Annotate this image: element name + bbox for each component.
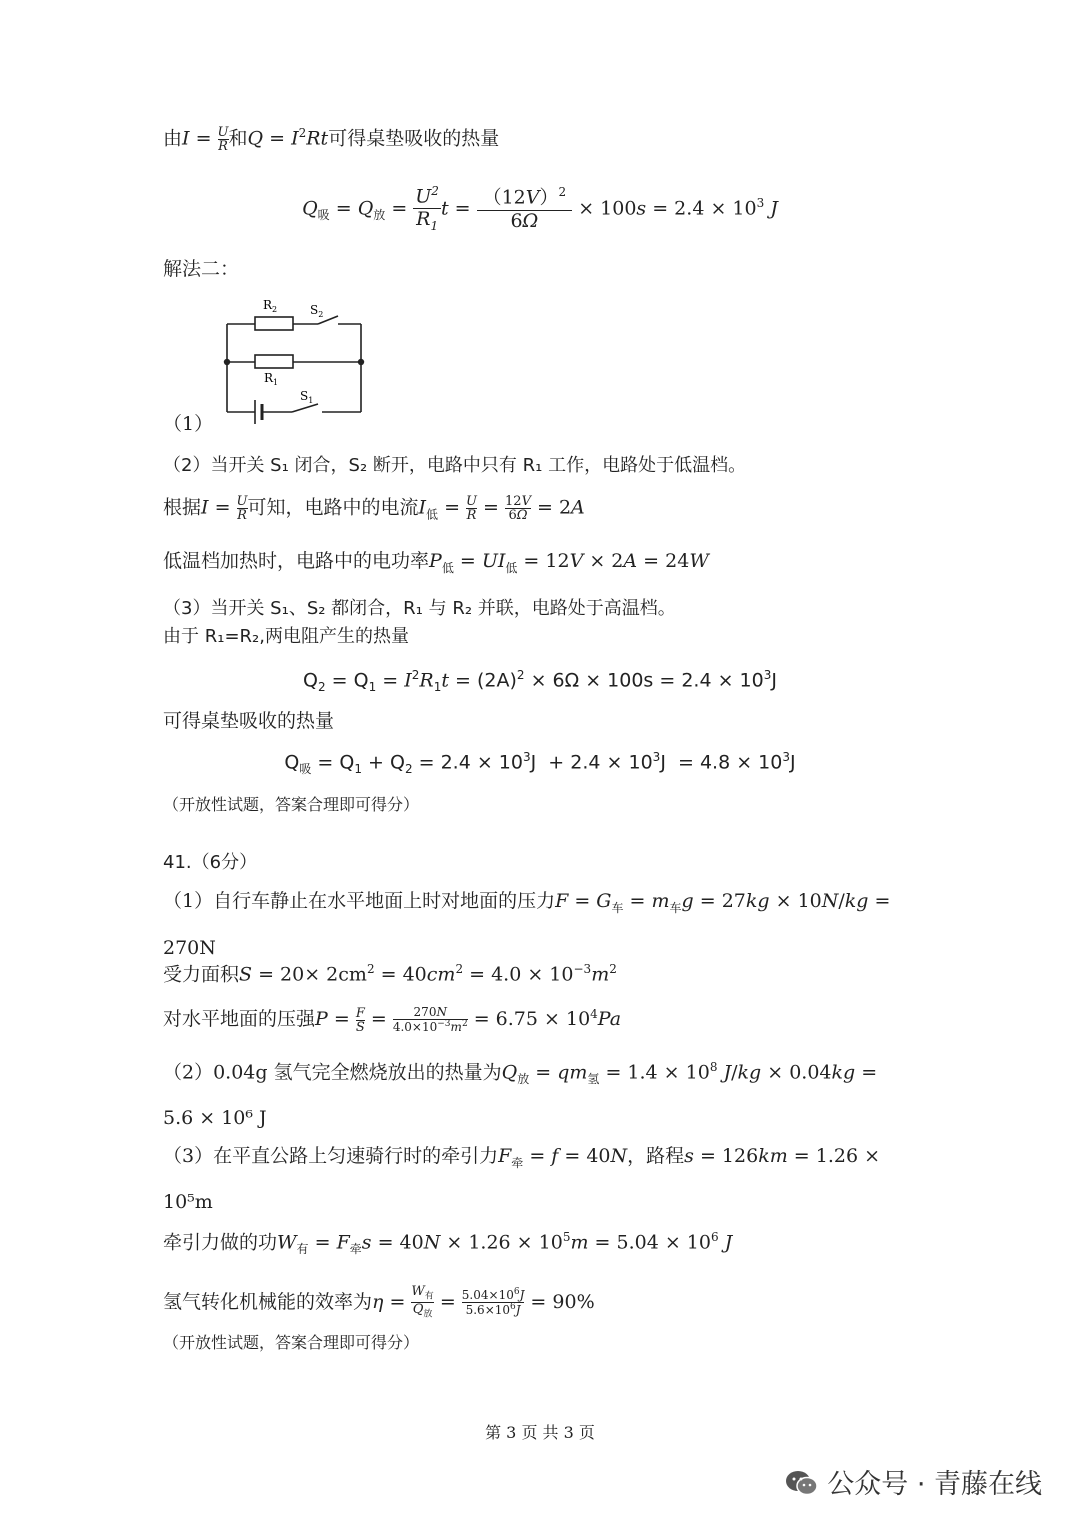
equation-q2: $Q_2 = Q_1 = I^2R_1t = (2A)^2 \times 6\Omega \times 100s = 2.4 \times 10^3J$ [303,668,777,695]
open-question-note-1: （开放性试题，答案合理即可得分） [163,795,420,814]
part-2-text: （2）当开关 S₁ 闭合，S₂ 断开，电路中只有 R₁ 工作，电路处于低温档。 [163,455,747,476]
equation-heat-absorbed-1: $Q_吸 = Q_放$ = $\frac{U^2}{R_1}$ t = $\frac{(12V)^2}{6\Omega}$ × $100s = 2.4 \times 10^3$ J [302,184,778,233]
resistor-r2 [255,317,293,330]
area-line: 受力面积$S = 20\times 2cm^2 = 40cm^2 = 4.0 \times 10^{-3}m^2$ [163,962,617,986]
junction-left [224,359,230,365]
junction-right [358,359,364,365]
label-r1: $R_1$ [264,371,279,387]
label-s2: $S_2$ [310,303,324,319]
method-two-heading: 解法二： [163,258,240,280]
q41-part1-force: （1）自行车静止在水平地面上时对地面的压力$F = G_车 = m_车g = 27kg \times 10N/kg$ = [163,890,891,915]
resistor-r1 [255,355,293,368]
efficiency-line: 氢气转化机械能的效率为η = $W_有$ $Q_放$ = $\frac{5.04\times 10^6J}{5.6\times 10^6J}$ = 90% [163,1284,595,1321]
label-s1: $S_1$ [300,389,314,405]
q41-part3-cont: 10⁵m [163,1191,213,1213]
q41-part2-heat-cont: 5.6 × 10⁶ J [163,1107,267,1129]
wechat-icon [785,1469,819,1497]
circuit-diagram [210,292,380,434]
question-41-heading: 41.（6分） [163,852,258,873]
q41-part2-heat: （2）0.04g 氢气完全燃烧放出的热量为$Q_放 = qm_氢 = 1.4 \times 10^8$ J/kg × 0.04kg = [163,1060,878,1087]
intro-formula-line: 由I = $\frac{U}{R}$ 和$Q = I^2Rt$可得桌垫吸收的热量 [163,125,500,154]
equation-q-absorbed: $Q_吸 = Q_1 + Q_2 = 2.4 \times 10^3J + 2.4 \times 10^3J = 4.8 \times 10^3J$ [284,750,796,777]
work-line: 牵引力做的功$W_有 = F_牵s = 40N \times 1.26 \times 10^5m = 5.04 \times 10^6$ J [163,1230,733,1257]
q41-part1-force-cont: 270N [163,937,216,959]
part-3-text: （3）当开关 S₁、S₂ 都闭合，R₁ 与 R₂ 并联，电路处于高温档。 [163,598,676,619]
part-1-label: （1） [163,413,214,435]
q41-part3-force: （3）在平直公路上匀速骑行时的牵引力$F_牵 = f = 40N$，路程s = 126km = 1.26 × [163,1145,880,1170]
since-line: 由于 R₁=R₂,两电阻产生的热量 [163,626,409,647]
pressure-line: 对水平地面的压强P = $\frac{F}{S}$ = $\frac{270N}{4.0\times 10^{-3}m^2}$ = $6.75 \times 10^4Pa$ [163,1005,622,1035]
open-question-note-2: （开放性试题，答案合理即可得分） [163,1333,420,1352]
label-r2: $R_2$ [263,298,278,314]
absorb-line: 可得桌垫吸收的热量 [163,710,335,732]
watermark: 公众号 · 青藤在线 [785,1462,1042,1501]
page-footer: 第 3 页 共 3 页 [485,1423,595,1442]
switch-s1 [292,404,318,412]
power-line: 低温档加热时，电路中的电功率$P_低 = UI_低 = 12V \times 2A = 24W$ [163,550,709,575]
current-line: 根据I = $\frac{U}{R}$ 可知，电路中的电流$I_低$ = $\frac{U}{R}$ = $\frac{12V}{6\Omega}$ = 2A [163,494,585,523]
